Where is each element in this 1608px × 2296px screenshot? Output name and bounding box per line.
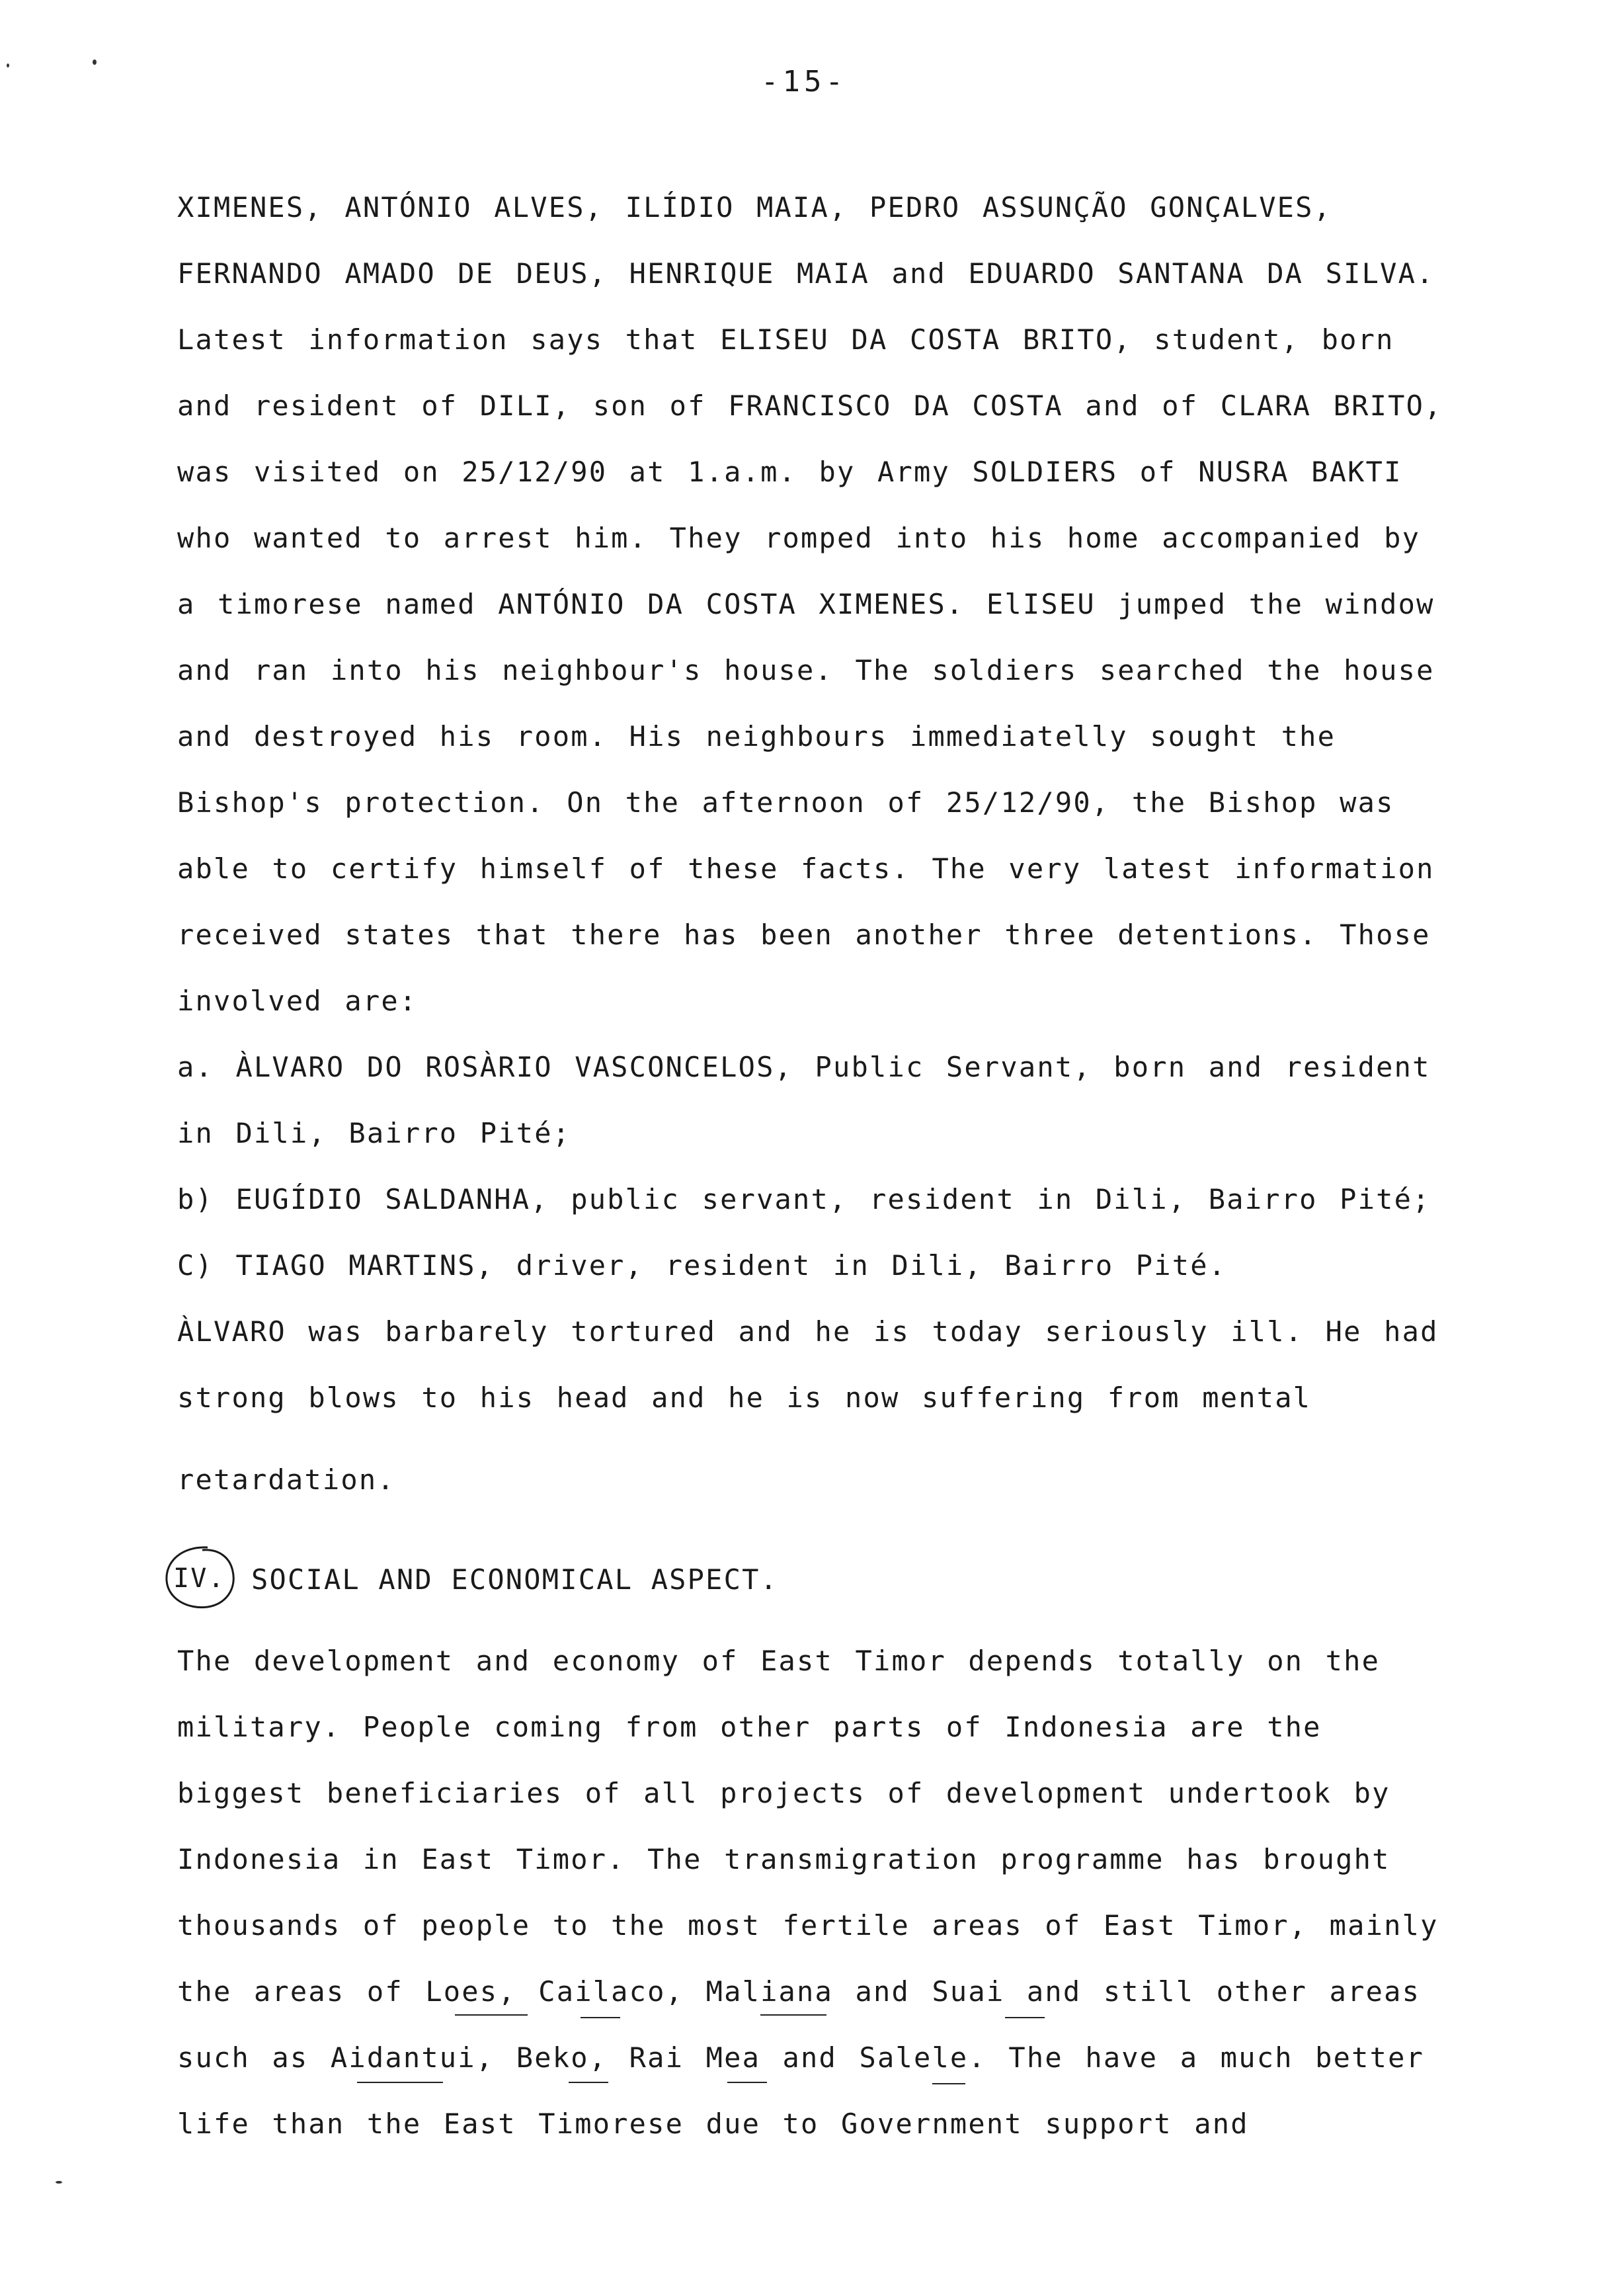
text-line: and destroyed his room. His neighbours immediatelly sought the — [177, 720, 1336, 753]
list-item: in Dili, Bairro Pité; — [177, 1117, 571, 1149]
text-line: such as Aidantui, Beko, Rai Mea and Salele. The have a much better — [177, 2041, 1425, 2074]
text-line: The development and economy of East Timor depends totally on the — [177, 1645, 1381, 1677]
text-line: XIMENES, ANTÓNIO ALVES, ILÍDIO MAIA, PEDRO ASSUNÇÃO GONÇALVES, — [177, 191, 1332, 224]
text-line: Indonesia in East Timor. The transmigration programme has brought — [177, 1843, 1390, 1875]
text-line: strong blows to his head and he is now suffering from mental — [177, 1381, 1312, 1414]
section-numeral: IV. — [173, 1563, 225, 1594]
handwritten-underline — [455, 2014, 528, 2016]
text-line: and resident of DILI, son of FRANCISCO DA COSTA and of CLARA BRITO, — [177, 390, 1443, 422]
handwritten-underline — [1005, 2017, 1045, 2018]
text-line: and ran into his neighbour's house. The soldiers searched the house — [177, 654, 1435, 686]
text-line: who wanted to arrest him. They romped into his home accompanied by — [177, 522, 1421, 554]
handwritten-underline — [932, 2083, 965, 2084]
scan-speck — [93, 60, 97, 65]
text-line: involved are: — [177, 985, 418, 1017]
handwritten-underline — [569, 2082, 608, 2083]
list-item: a. ÀLVARO DO ROSÀRIO VASCONCELOS, Public Servant, born and resident — [177, 1051, 1431, 1083]
text-line: able to certify himself of these facts. The very latest information — [177, 852, 1435, 885]
list-item: C) TIAGO MARTINS, driver, resident in Dili, Bairro Pité. — [177, 1249, 1227, 1282]
page-number: -15- — [761, 65, 847, 99]
text-line: thousands of people to the most fertile areas of East Timor, mainly — [177, 1909, 1439, 1942]
text-line: military. People coming from other parts of Indonesia are the — [177, 1711, 1322, 1743]
handwritten-underline — [357, 2082, 443, 2083]
text-line: ÀLVARO was barbarely tortured and he is today seriously ill. He had — [177, 1315, 1439, 1348]
text-line: Bishop's protection. On the afternoon of 25/12/90, the Bishop was — [177, 786, 1394, 819]
scan-speck — [7, 63, 9, 67]
text-line: a timorese named ANTÓNIO DA COSTA XIMENES. ElISEU jumped the window — [177, 588, 1435, 620]
text-line: was visited on 25/12/90 at 1.a.m. by Army SOLDIERS of NUSRA BAKTI — [177, 456, 1402, 488]
handwritten-underline — [581, 2017, 620, 2018]
text-line: FERNANDO AMADO DE DEUS, HENRIQUE MAIA and EDUARDO SANTANA DA SILVA. — [177, 257, 1435, 290]
text-line: retardation. — [177, 1463, 395, 1496]
list-item: b) EUGÍDIO SALDANHA, public servant, resident in Dili, Bairro Pité; — [177, 1183, 1431, 1215]
handwritten-underline — [760, 2014, 826, 2016]
scan-speck — [56, 2181, 62, 2184]
text-line: the areas of Loes, Cailaco, Maliana and Suai and still other areas — [177, 1975, 1421, 2008]
text-line: life than the East Timorese due to Government support and — [177, 2108, 1249, 2140]
text-line: biggest beneficiaries of all projects of development undertook by — [177, 1777, 1390, 1809]
text-line: received states that there has been another three detentions. Those — [177, 919, 1431, 951]
text-line: Latest information says that ELISEU DA COSTA BRITO, student, born — [177, 323, 1394, 356]
handwritten-underline — [727, 2082, 767, 2083]
section-heading: SOCIAL AND ECONOMICAL ASPECT. — [251, 1563, 779, 1596]
